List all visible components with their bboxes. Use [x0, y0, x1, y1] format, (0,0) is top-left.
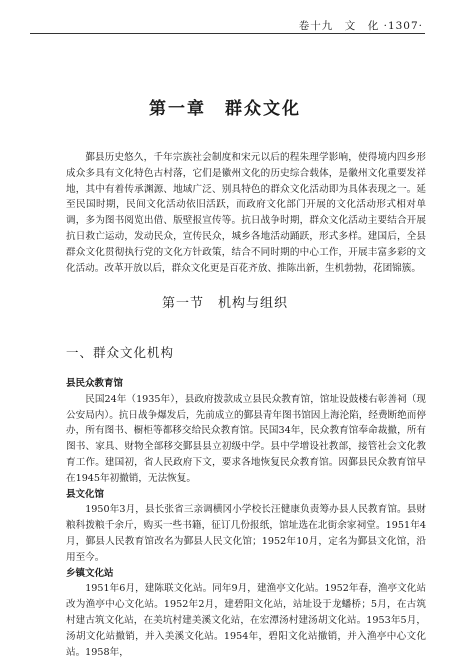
entry-township-cultural-stations: [66, 566, 426, 660]
entry-people-education-hall: [66, 376, 426, 487]
entry-heading: 县文化馆: [66, 488, 105, 500]
entry-text: 1950年3月，县长张省三亲调横冈小学校长汪健康负责筹办县人民教育馆。县财粮科拨粮千余斤，购买一些书籍，征订几份报纸，馆址选在北街余家祠堂。1951年4月，鄞县人民教育馆改名为鄞县人民文化馆；1952年10月，定名为鄞县文化馆，沿用至今。: [66, 504, 426, 563]
running-head: 卷十九 文 化 ·1307·: [298, 20, 423, 32]
subsection-title: 一、群众文化机构: [66, 345, 175, 360]
chapter-intro-paragraph: 鄞县历史悠久，千年宗族社会制度和宋元以后的程朱理学影响，使得境内四乡形成众多具有文化特色古村落，它们是徽州文化的历史综合载体，是徽州文化重要发祥地，其中有着传承渊源、地域广泛、别具特色的群众文化活动即为具体表现之一。延至民国时期，民间文化活动依旧活跃，而政府文化部门开展的文化活动形式相对单调，多为图书阅览出借、版壁报宣传等。抗日战争时期，群众文化活动主要结合开展抗日救亡运动，发动民众，宣传民众，城乡各地活动踊跃，形式多样。建国后，全县群众文化贯彻执行党的文化方针政策，结合不同时期的中心工作，开展丰富多彩的文化活动。改革开放以后，群众文化更是百花齐放、推陈出新，生机勃勃，花团锦簇。: [66, 152, 426, 274]
entry-heading: 乡镇文化站: [66, 567, 114, 579]
section-title: 第一节 机构与组织: [161, 296, 288, 311]
section-body: [66, 376, 426, 660]
entry-text: 1951年6月，建陈联文化站。同年9月，建渔亭文化站。1952年春，渔亭文化站改为渔亭中心文化站。1952年2月，建碧阳文化站，站址设于龙蟠桥；5月，在古筑村建古筑文化站，在美坑村建美溪文化站，在宏潭汤村建汤胡文化站。1953年5月，汤胡文化站撤销，并入美溪文化站。1954年，碧阳文化站撤销，并入渔亭中心文化站。1958年，: [66, 583, 426, 658]
entry-county-cultural-center: [66, 487, 426, 566]
entry-text: 民国24年（1935年），县政府拨款成立县民众教育馆，馆址设鼓楼右彰善祠（现公安局内）。抗日战争爆发后，先前成立的鄞县青年图书馆因上海沦陷，经费断绝而停办，所有图书、橱柜等都移交给民众教育馆。民国34年，民众教育馆奉命裁撤，所有图书、家具、财物全部移交鄞县县立初级中学。县中学增设社教部，接管社会文化教育工作。建国初，省人民政府下文，要求各地恢复民众教育馆。因鄞县民众教育馆早在1945年初撤销，无法恢复。: [66, 393, 426, 484]
chapter-title: 第一章 群众文化: [149, 99, 301, 119]
entry-heading: 县民众教育馆: [66, 378, 124, 389]
header-rule: [30, 33, 425, 34]
